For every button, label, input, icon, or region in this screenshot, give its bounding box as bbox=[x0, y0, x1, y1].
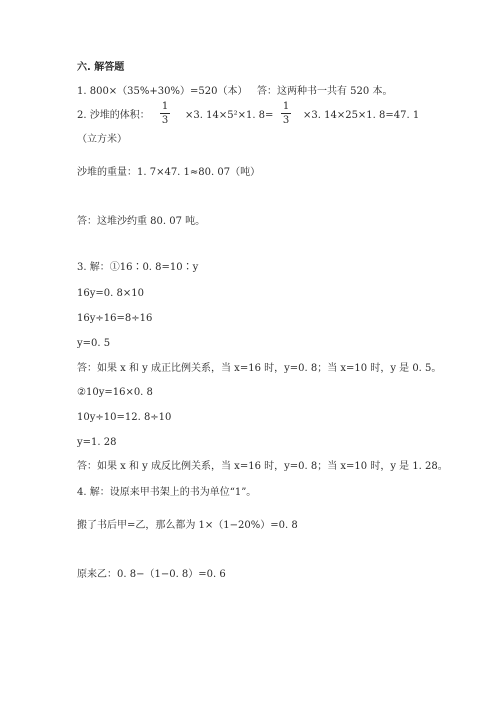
q3-line: 10y÷10=12. 8÷10 bbox=[77, 412, 172, 423]
q3-line: 16y=0. 8×10 bbox=[77, 288, 144, 299]
q1-answer: 答：这两种书一共有 520 本。 bbox=[257, 86, 393, 97]
q2-unit: （立方米） bbox=[77, 134, 127, 145]
fraction-bar bbox=[160, 113, 170, 114]
section-title: 六. 解答题 bbox=[77, 62, 125, 73]
q3-line: 3. 解：①16∶0. 8=10∶y bbox=[77, 262, 199, 273]
q3-answer-2: 答：如果 x 和 y 成反比例关系，当 x=16 时，y=0. 8；当 x=10 时，y 是 1. 28。 bbox=[77, 461, 448, 472]
q2-fraction-2-denominator: 3 bbox=[282, 115, 290, 126]
q1-expression: 1. 800×（35%+30%）=520（本） bbox=[77, 86, 248, 97]
q2-tail-expression: ×3. 14×25×1. 8=47. 1 bbox=[303, 110, 420, 121]
q2-label: 2. 沙堆的体积： bbox=[77, 110, 150, 121]
q2-fraction-1 bbox=[158, 101, 172, 126]
q3-line: 16y÷16=8÷16 bbox=[77, 313, 153, 324]
q2-fraction-1-numerator: 1 bbox=[161, 101, 169, 112]
fraction-bar bbox=[281, 113, 291, 114]
q3-line: ②10y=16×0. 8 bbox=[77, 387, 153, 398]
q2-fraction-2 bbox=[279, 101, 293, 126]
q2-weight: 沙堆的重量：1. 7×47. 1≈80. 07（吨） bbox=[77, 167, 261, 178]
q4-line-1: 搬了书后甲=乙，那么都为 1×（1−20%）=0. 8 bbox=[77, 520, 298, 531]
q2-middle-expression: ×3. 14×5²×1. 8= bbox=[185, 110, 274, 121]
q2-answer: 答：这堆沙约重 80. 07 吨。 bbox=[77, 216, 206, 227]
q4-line-2: 原来乙：0. 8−（1−0. 8）=0. 6 bbox=[77, 569, 226, 580]
q3-line: y=0. 5 bbox=[77, 338, 111, 349]
q2-fraction-2-numerator: 1 bbox=[282, 101, 290, 112]
q2-fraction-1-denominator: 3 bbox=[161, 115, 169, 126]
q3-answer-1: 答：如果 x 和 y 成正比例关系，当 x=16 时，y=0. 8；当 x=10 时，y 是 0. 5。 bbox=[77, 363, 442, 374]
q4-intro: 4. 解：设原来甲书架上的书为单位“1”。 bbox=[77, 487, 257, 498]
q3-line: y=1. 28 bbox=[77, 437, 117, 448]
